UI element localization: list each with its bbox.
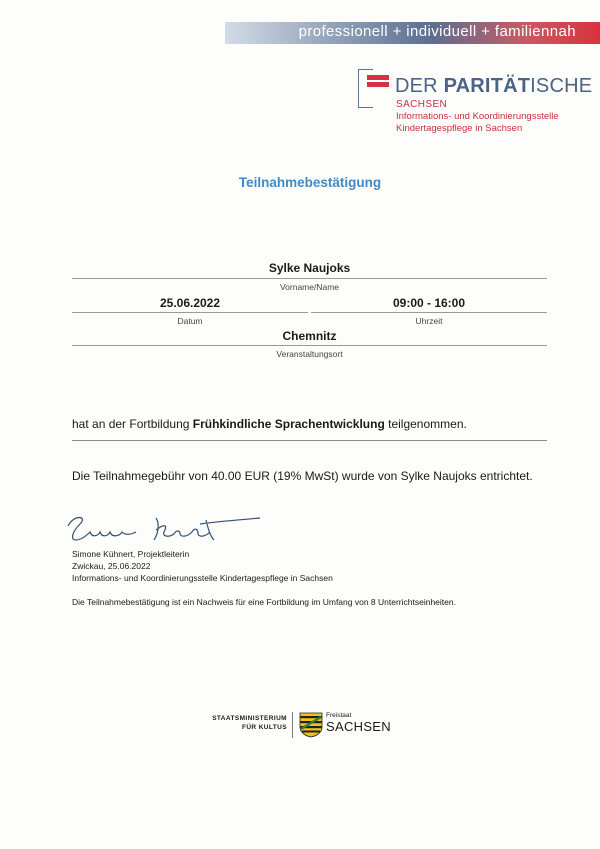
logo-subtitle: [396, 111, 596, 135]
fee-statement: Die Teilnahmegebühr von 40.00 EUR (19% MwSt) wurde von Sylke Naujoks entrichtet.: [72, 469, 533, 483]
tagline: professionell + individuell + familiennah: [298, 23, 576, 40]
time-value: 09:00 - 16:00: [392, 296, 466, 310]
logo-stripes-icon: [367, 75, 389, 93]
name-rule: [72, 278, 547, 279]
location-value: Chemnitz: [282, 329, 337, 343]
logo-name-suffix: ISCHE: [530, 75, 593, 97]
logo-region: SACHSEN: [396, 99, 448, 110]
saxony-crest-icon: [299, 712, 323, 738]
location-label: Veranstaltungsort: [276, 349, 343, 359]
ministry-label: [200, 714, 287, 732]
logo-name-prefix: DER: [395, 75, 444, 97]
participation-statement: [72, 417, 467, 431]
participation-suffix: teilgenommen.: [384, 417, 467, 431]
course-title: Frühkindliche Sprachentwicklung: [192, 417, 385, 431]
logo-name-bold: PARITÄT: [443, 75, 531, 97]
participation-rule: [72, 440, 547, 441]
logo-subtitle-line1: Informations- und Koordinierungsstelle: [396, 111, 559, 122]
ministry-line2: FÜR KULTUS: [241, 724, 287, 731]
ministry-line1: STAATSMINISTERIUM: [212, 715, 287, 722]
signature-organization: Informations- und Koordinierungsstelle Kindertagespflege in Sachsen: [72, 573, 333, 583]
sachsen-label: SACHSEN: [326, 719, 391, 734]
logo-name: [395, 75, 592, 98]
participation-prefix: hat an der Fortbildung: [72, 417, 193, 431]
time-label: Uhrzeit: [415, 316, 443, 326]
name-label: Vorname/Name: [279, 282, 340, 292]
ministry-divider: [292, 712, 293, 738]
name-value: Sylke Naujoks: [268, 261, 351, 275]
handwritten-signature: [64, 510, 264, 550]
signer-name: Simone Kühnert, Projektleiterin: [72, 549, 190, 559]
date-rule: [72, 312, 308, 313]
certificate-note: Die Teilnahmebestätigung ist ein Nachweis für eine Fortbildung im Umfang von 8 Unterrichtseinheiten.: [72, 597, 456, 607]
date-label: Datum: [177, 316, 203, 326]
freistaat-label: Freistaat: [326, 712, 352, 719]
signature-place-date: Zwickau, 25.06.2022: [72, 561, 151, 571]
logo-subtitle-line2: Kindertagespflege in Sachsen: [396, 123, 523, 134]
time-rule: [311, 312, 547, 313]
document-title: Teilnahmebestätigung: [238, 175, 382, 190]
header-banner: [225, 22, 600, 44]
location-rule: [72, 345, 547, 346]
date-value: 25.06.2022: [159, 296, 221, 310]
